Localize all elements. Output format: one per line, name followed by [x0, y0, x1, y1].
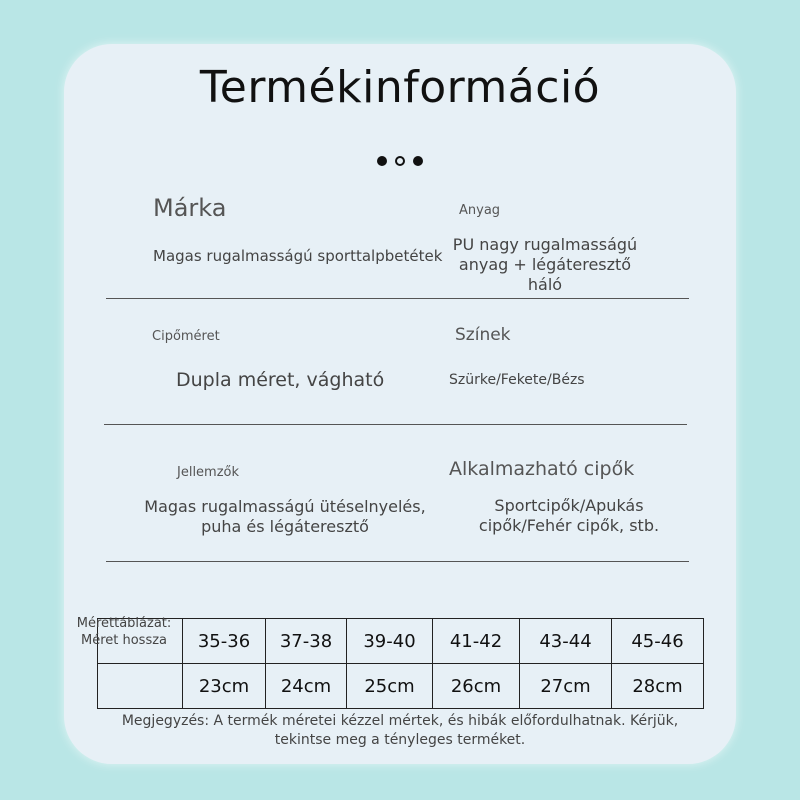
- size-table-label-line2: Méret hossza: [80, 633, 168, 648]
- shoes-value-line1: Sportcipők/Apukás: [494, 496, 644, 515]
- size-table: [97, 618, 704, 709]
- material-value-line1: PU nagy rugalmasságú: [452, 235, 638, 254]
- size-value: Dupla méret, vágható: [176, 369, 385, 391]
- divider: [106, 561, 689, 562]
- pagination-dots: [0, 156, 800, 166]
- size-cell: 43-44: [520, 619, 612, 664]
- length-cell: 23cm: [183, 664, 266, 709]
- note-line2: tekintse meg a tényleges terméket.: [274, 732, 526, 748]
- brand-value: Magas rugalmasságú sporttalpbetétek: [153, 247, 443, 265]
- dot-icon: [377, 156, 387, 166]
- features-value-line1: Magas rugalmasságú ütéselnyelés,: [144, 497, 426, 516]
- divider: [106, 298, 689, 299]
- size-cell: 37-38: [266, 619, 347, 664]
- material-value: [440, 235, 650, 295]
- brand-label: Márka: [153, 194, 227, 222]
- material-value-line2: anyag + légáteresztő háló: [458, 255, 632, 294]
- size-table-label: [68, 615, 180, 649]
- material-label: Anyag: [459, 203, 501, 218]
- table-header-cell: [98, 664, 183, 709]
- length-cell: 24cm: [266, 664, 347, 709]
- features-value: [140, 497, 430, 537]
- length-cell: 26cm: [433, 664, 520, 709]
- size-table-label-line1: Mérettáblázat:: [76, 616, 172, 631]
- size-cell: 35-36: [183, 619, 266, 664]
- note-line1: Megjegyzés: A termék méretei kézzel mértek, és hibák előfordulhatnak. Kérjük,: [121, 713, 679, 729]
- shoes-value-line2: cipők/Fehér cipők, stb.: [478, 516, 660, 535]
- size-cell: 45-46: [612, 619, 704, 664]
- length-cell: 27cm: [520, 664, 612, 709]
- shoes-value: [459, 496, 679, 536]
- table-row: [98, 619, 704, 664]
- colors-label: Színek: [455, 325, 511, 345]
- size-cell: 39-40: [347, 619, 433, 664]
- dot-icon: [413, 156, 423, 166]
- features-value-line2: puha és légáteresztő: [201, 517, 369, 536]
- features-label: Jellemzők: [177, 465, 240, 480]
- colors-value: Szürke/Fekete/Bézs: [449, 372, 585, 388]
- page-title: Termékinformáció: [199, 62, 601, 113]
- size-cell: 41-42: [433, 619, 520, 664]
- divider: [104, 424, 687, 425]
- dot-active-icon: [395, 156, 405, 166]
- shoes-label: Alkalmazható cipők: [449, 458, 635, 480]
- length-cell: 28cm: [612, 664, 704, 709]
- table-row: [98, 664, 704, 709]
- size-label: Cipőméret: [152, 329, 220, 344]
- length-cell: 25cm: [347, 664, 433, 709]
- disclaimer-note: [80, 712, 720, 750]
